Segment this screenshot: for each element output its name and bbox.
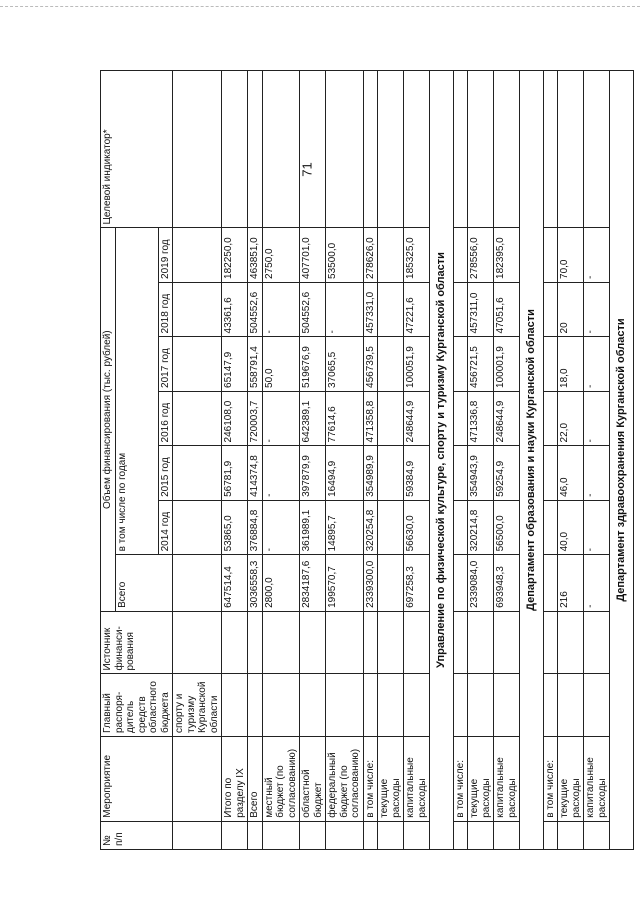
- table-cell: [363, 71, 378, 228]
- table-cell: [543, 674, 558, 737]
- cell-y2017: 558791,4: [248, 337, 263, 391]
- table-cell: [543, 71, 558, 228]
- cell-y2015: [378, 446, 404, 500]
- table-cell: [543, 611, 558, 674]
- table-cell: [468, 674, 494, 737]
- header-manager: Главный распоря-дитель средств областного бюджета: [101, 674, 173, 737]
- table-cell: [300, 611, 326, 674]
- table-cell: [326, 674, 364, 737]
- cell-y2017: 100051,9: [404, 337, 430, 391]
- cell-total: 2339084,0: [468, 555, 494, 612]
- cell-measure: капитальные расходы: [404, 737, 430, 822]
- table-row: [300, 71, 326, 850]
- cell-y2018: -: [326, 282, 364, 336]
- section-row: [610, 71, 634, 850]
- section-title: Департамент здравоохранения Курганской области: [610, 71, 634, 850]
- cell-y2019: 278556,0: [468, 228, 494, 283]
- table-cell: [404, 674, 430, 737]
- header-by-year: в том числе по годам: [115, 228, 158, 555]
- cell-measure: текущие расходы: [468, 737, 494, 822]
- table-cell: [558, 821, 584, 849]
- cell-y2018: 20: [558, 282, 584, 336]
- header-2015: 2015 год: [158, 446, 173, 500]
- cell-y2014: 361989,1: [300, 500, 326, 554]
- cell-y2015: 59384,9: [404, 446, 430, 500]
- table-cell: [453, 821, 468, 849]
- cell-y2019: 407701,0: [300, 228, 326, 283]
- cell-y2017: 65147,9: [222, 337, 248, 391]
- table-cell: [494, 611, 520, 674]
- cell-y2017: 37065,5: [326, 337, 364, 391]
- cell-y2016: -: [584, 391, 610, 445]
- rotated-page: [100, 70, 628, 850]
- cell-y2015: 354989,9: [363, 446, 378, 500]
- cell-measure: Итого по разделу IX: [222, 737, 248, 822]
- cell-y2014: [453, 500, 468, 554]
- table-cell: [453, 611, 468, 674]
- table-cell: [248, 71, 263, 228]
- cell-y2019: -: [584, 228, 610, 283]
- table-row: [378, 71, 404, 850]
- table-cell: [248, 611, 263, 674]
- table-cell: [558, 674, 584, 737]
- cell-y2018: 504552,6: [300, 282, 326, 336]
- header-2016: 2016 год: [158, 391, 173, 445]
- table-row: [262, 71, 300, 850]
- cell-y2014: 56500,0: [494, 500, 520, 554]
- page-number: 71: [299, 162, 315, 177]
- cell-y2014: 40,0: [558, 500, 584, 554]
- section-title: Управление по физической культуре, спорту и туризму Курганской области: [430, 71, 454, 850]
- cell-y2017: [378, 337, 404, 391]
- table-cell: [363, 821, 378, 849]
- cell-y2014: [378, 500, 404, 554]
- cell-y2015: 414374,8: [248, 446, 263, 500]
- funding-table: [100, 70, 634, 850]
- cell-total: 2800,0: [262, 555, 300, 612]
- cell-total: [543, 555, 558, 612]
- table-cell: [248, 821, 263, 849]
- table-cell: [363, 674, 378, 737]
- cell-y2017: 100001,9: [494, 337, 520, 391]
- cell-y2019: 2750,0: [262, 228, 300, 283]
- cell-y2018: 47221,6: [404, 282, 430, 336]
- cell-y2019: [543, 228, 558, 283]
- cell-y2014: -: [584, 500, 610, 554]
- header-total: Всего: [115, 555, 173, 612]
- cell-y2014: 320214,8: [468, 500, 494, 554]
- table-cell: [300, 674, 326, 737]
- table-cell: [222, 71, 248, 228]
- cell-y2018: -: [584, 282, 610, 336]
- cell-y2014: 14895,7: [326, 500, 364, 554]
- cell-total: 693948,3: [494, 555, 520, 612]
- table-cell: [300, 821, 326, 849]
- cell-y2016: 246108,0: [222, 391, 248, 445]
- cell-total: -: [584, 555, 610, 612]
- table-cell: [584, 71, 610, 228]
- table-cell: [404, 821, 430, 849]
- cell-y2019: 463851,0: [248, 228, 263, 283]
- table-cell: [326, 821, 364, 849]
- cell-y2015: [543, 446, 558, 500]
- table-cell: [558, 611, 584, 674]
- cell-total: 647514,4: [222, 555, 248, 612]
- table-row: [558, 71, 584, 850]
- cell-y2019: 182250,0: [222, 228, 248, 283]
- cell-total: 2834187,6: [300, 555, 326, 612]
- cell-y2018: -: [262, 282, 300, 336]
- cell-measure: в том числе:: [453, 737, 468, 822]
- cell-y2018: 457311,0: [468, 282, 494, 336]
- table-cell: [494, 71, 520, 228]
- table-cell: [222, 611, 248, 674]
- cell-y2017: 519676,9: [300, 337, 326, 391]
- table-cell: [543, 821, 558, 849]
- cell-y2019: 278626,0: [363, 228, 378, 283]
- cell-measure: местный бюджет (по согласованию): [262, 737, 300, 822]
- table-row: [222, 71, 248, 850]
- table-row: [468, 71, 494, 850]
- table-cell: [363, 611, 378, 674]
- table-row: [584, 71, 610, 850]
- cell-total: 697258,3: [404, 555, 430, 612]
- cell-total: 199570,7: [326, 555, 364, 612]
- cell-y2016: [378, 391, 404, 445]
- cell-measure: текущие расходы: [558, 737, 584, 822]
- cell-y2015: 16494,9: [326, 446, 364, 500]
- header-2017: 2017 год: [158, 337, 173, 391]
- cell-y2018: [378, 282, 404, 336]
- cell-y2019: 185325,0: [404, 228, 430, 283]
- table-cell: [468, 611, 494, 674]
- cell-y2017: 456739,5: [363, 337, 378, 391]
- cell-y2016: 248644,9: [404, 391, 430, 445]
- cell-measure: в том числе:: [543, 737, 558, 822]
- cell-total: 3036558,3: [248, 555, 263, 612]
- cell-y2016: 77614,6: [326, 391, 364, 445]
- cell-y2019: 182395,0: [494, 228, 520, 283]
- cell-y2018: 457331,0: [363, 282, 378, 336]
- cell-total: 216: [558, 555, 584, 612]
- table-cell: [453, 674, 468, 737]
- cell-total: 2339300,0: [363, 555, 378, 612]
- cell-y2015: -: [584, 446, 610, 500]
- cell-measure: текущие расходы: [378, 737, 404, 822]
- cell-measure: в том числе:: [363, 737, 378, 822]
- table-row: [363, 71, 378, 850]
- cell-y2018: 43361,6: [222, 282, 248, 336]
- cell-y2018: 504552,6: [248, 282, 263, 336]
- header-funding: Объем финансирования (тыс. рублей): [101, 228, 116, 611]
- cell-y2019: [453, 228, 468, 283]
- cell-y2015: [453, 446, 468, 500]
- table-cell: [468, 821, 494, 849]
- cell-y2015: 56781,9: [222, 446, 248, 500]
- header-source: Источник финанси-рования: [101, 611, 173, 674]
- cell-y2015: 59254,9: [494, 446, 520, 500]
- table-cell: [584, 821, 610, 849]
- table-cell: [222, 674, 248, 737]
- table-cell: [262, 674, 300, 737]
- table-cell: [262, 611, 300, 674]
- table-row: [494, 71, 520, 850]
- cell-y2015: 397879,9: [300, 446, 326, 500]
- cell-total: [453, 555, 468, 612]
- cell-total: [378, 555, 404, 612]
- cell-y2017: 18,0: [558, 337, 584, 391]
- header-2019: 2019 год: [158, 228, 173, 283]
- cell-y2016: 248644,9: [494, 391, 520, 445]
- table-cell: [558, 71, 584, 228]
- cell-y2017: [543, 337, 558, 391]
- table-cell: [453, 71, 468, 228]
- header-2014: 2014 год: [158, 500, 173, 554]
- table-container: [100, 70, 628, 850]
- cell-y2017: 456721,5: [468, 337, 494, 391]
- table-cell: [378, 611, 404, 674]
- cell-y2016: 720003,7: [248, 391, 263, 445]
- table-cell: [404, 71, 430, 228]
- cell-y2016: 471358,8: [363, 391, 378, 445]
- section-row: [520, 71, 544, 850]
- table-cell: [300, 71, 326, 228]
- table-cell: [222, 821, 248, 849]
- header-target: Целевой индикатор*: [101, 71, 173, 228]
- cell-y2016: -: [262, 391, 300, 445]
- cell-y2016: 642389,1: [300, 391, 326, 445]
- manager-continued: спорту и туризму Курганской области: [173, 674, 222, 737]
- cell-y2015: 354943,9: [468, 446, 494, 500]
- table-cell: [326, 611, 364, 674]
- table-row: [248, 71, 263, 850]
- table-row: [404, 71, 430, 850]
- cell-measure: областной бюджет: [300, 737, 326, 822]
- header-num: № п/п: [101, 821, 173, 849]
- cell-y2017: [453, 337, 468, 391]
- table-cell: [262, 71, 300, 228]
- table-cell: [494, 821, 520, 849]
- cell-y2019: 53500,0: [326, 228, 364, 283]
- table-cell: [248, 674, 263, 737]
- cell-y2014: 376884,8: [248, 500, 263, 554]
- table-cell: [378, 821, 404, 849]
- cell-y2016: [453, 391, 468, 445]
- header-measure: Мероприятие: [101, 737, 173, 822]
- cell-y2017: 50,0: [262, 337, 300, 391]
- cell-y2015: -: [262, 446, 300, 500]
- table-cell: [404, 611, 430, 674]
- cell-measure: капитальные расходы: [494, 737, 520, 822]
- cell-y2014: 320254,8: [363, 500, 378, 554]
- cell-y2014: [543, 500, 558, 554]
- cell-measure: Всего: [248, 737, 263, 822]
- cell-y2018: [543, 282, 558, 336]
- cell-y2016: 471336,8: [468, 391, 494, 445]
- cell-y2019: [378, 228, 404, 283]
- table-cell: [584, 611, 610, 674]
- section-row: [430, 71, 454, 850]
- cell-measure: капитальные расходы: [584, 737, 610, 822]
- cell-y2019: 70,0: [558, 228, 584, 283]
- section-title: Департамент образования и науки Курганской области: [520, 71, 544, 850]
- cell-y2014: 56630,0: [404, 500, 430, 554]
- cell-measure: федеральный бюджет (по согласованию): [326, 737, 364, 822]
- table-row: [173, 71, 222, 850]
- table-cell: [584, 674, 610, 737]
- cell-y2017: -: [584, 337, 610, 391]
- cell-y2018: 47051,6: [494, 282, 520, 336]
- table-cell: [378, 674, 404, 737]
- table-cell: [494, 674, 520, 737]
- table-row: [326, 71, 364, 850]
- cell-y2014: -: [262, 500, 300, 554]
- table-cell: [262, 821, 300, 849]
- scan-edge-line: [0, 6, 640, 8]
- table-row: [543, 71, 558, 850]
- cell-y2018: [453, 282, 468, 336]
- table-cell: [326, 71, 364, 228]
- cell-y2014: 53865,0: [222, 500, 248, 554]
- cell-y2016: 22,0: [558, 391, 584, 445]
- cell-y2016: [543, 391, 558, 445]
- table-cell: [378, 71, 404, 228]
- cell-y2015: 46,0: [558, 446, 584, 500]
- header-2018: 2018 год: [158, 282, 173, 336]
- table-row: [453, 71, 468, 850]
- table-cell: [468, 71, 494, 228]
